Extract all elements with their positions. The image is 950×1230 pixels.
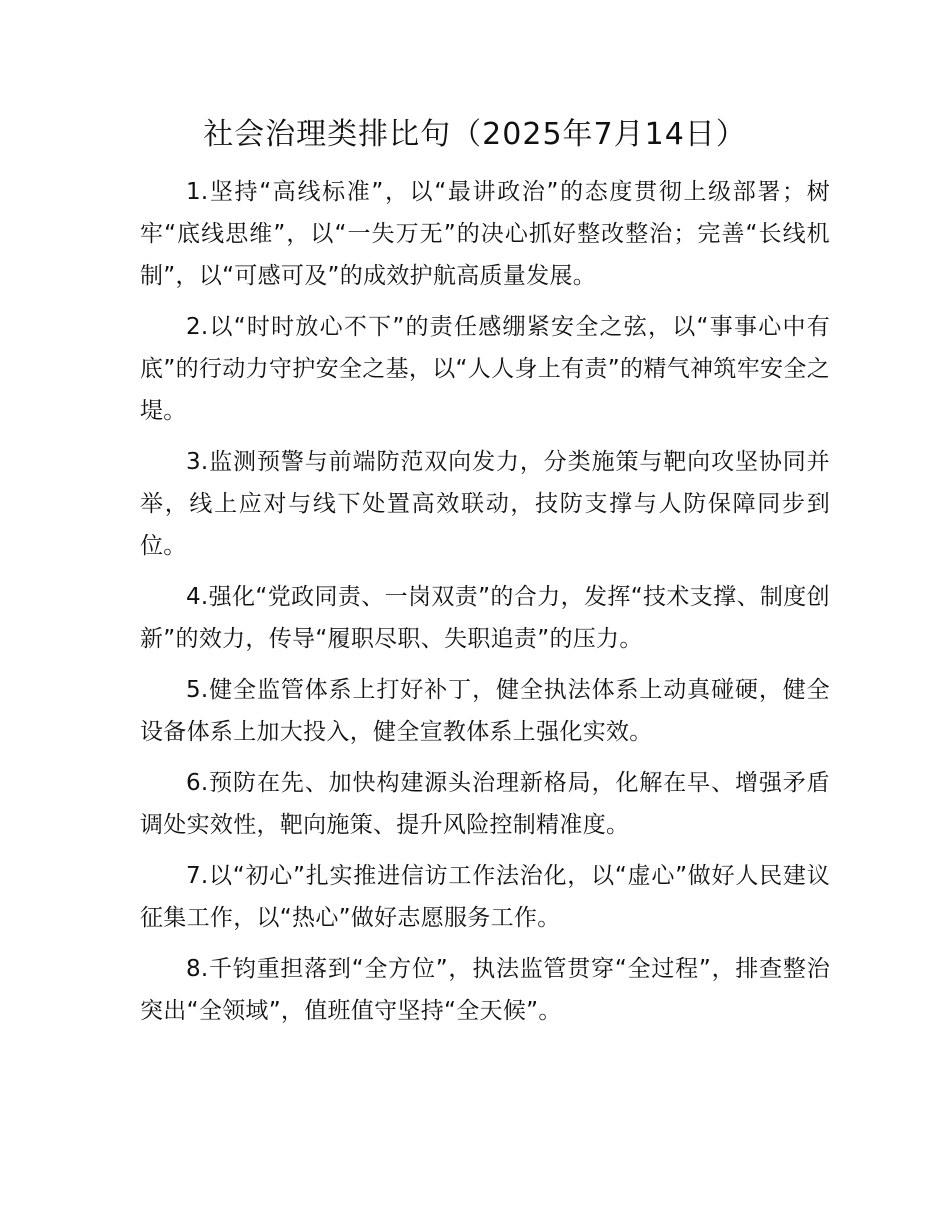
paragraph-1: 1.坚持“高线标准”，以“最讲政治”的态度贯彻上级部署；树牢“底线思维”，以“一失万无”的决心抓好整改整治；完善“长线机制”，以“可感可及”的成效护航高质量发展。 [140, 179, 830, 289]
paragraph-4: 4.强化“党政同责、一岗双责”的合力，发挥“技术支撑、制度创新”的效力，传导“履职尽职、失职追责”的压力。 [140, 584, 830, 652]
document-title: 社会治理类排比句（2025年7月14日） [203, 117, 747, 152]
paragraph-5: 5.健全监管体系上打好补丁，健全执法体系上动真碰硬，健全设备体系上加大投入，健全宣教体系上强化实效。 [140, 677, 830, 745]
document-body [140, 171, 830, 1041]
paragraph-8: 8.千钧重担落到“全方位”，执法监管贯穿“全过程”，排查整治突出“全领域”，值班值守坚持“全天候”。 [140, 956, 830, 1024]
paragraph-6: 6.预防在先、加快构建源头治理新格局，化解在早、增强矛盾调处实效性，靶向施策、提升风险控制精准度。 [140, 770, 830, 838]
paragraph-2: 2.以“时时放心不下”的责任感绷紧安全之弦，以“事事心中有底”的行动力守护安全之基，以“人人身上有责”的精气神筑牢安全之堤。 [140, 314, 830, 424]
paragraph-3: 3.监测预警与前端防范双向发力，分类施策与靶向攻坚协同并举，线上应对与线下处置高效联动，技防支撑与人防保障同步到位。 [140, 449, 830, 559]
paragraph-7: 7.以“初心”扎实推进信访工作法治化，以“虚心”做好人民建议征集工作，以“热心”做好志愿服务工作。 [140, 863, 830, 931]
